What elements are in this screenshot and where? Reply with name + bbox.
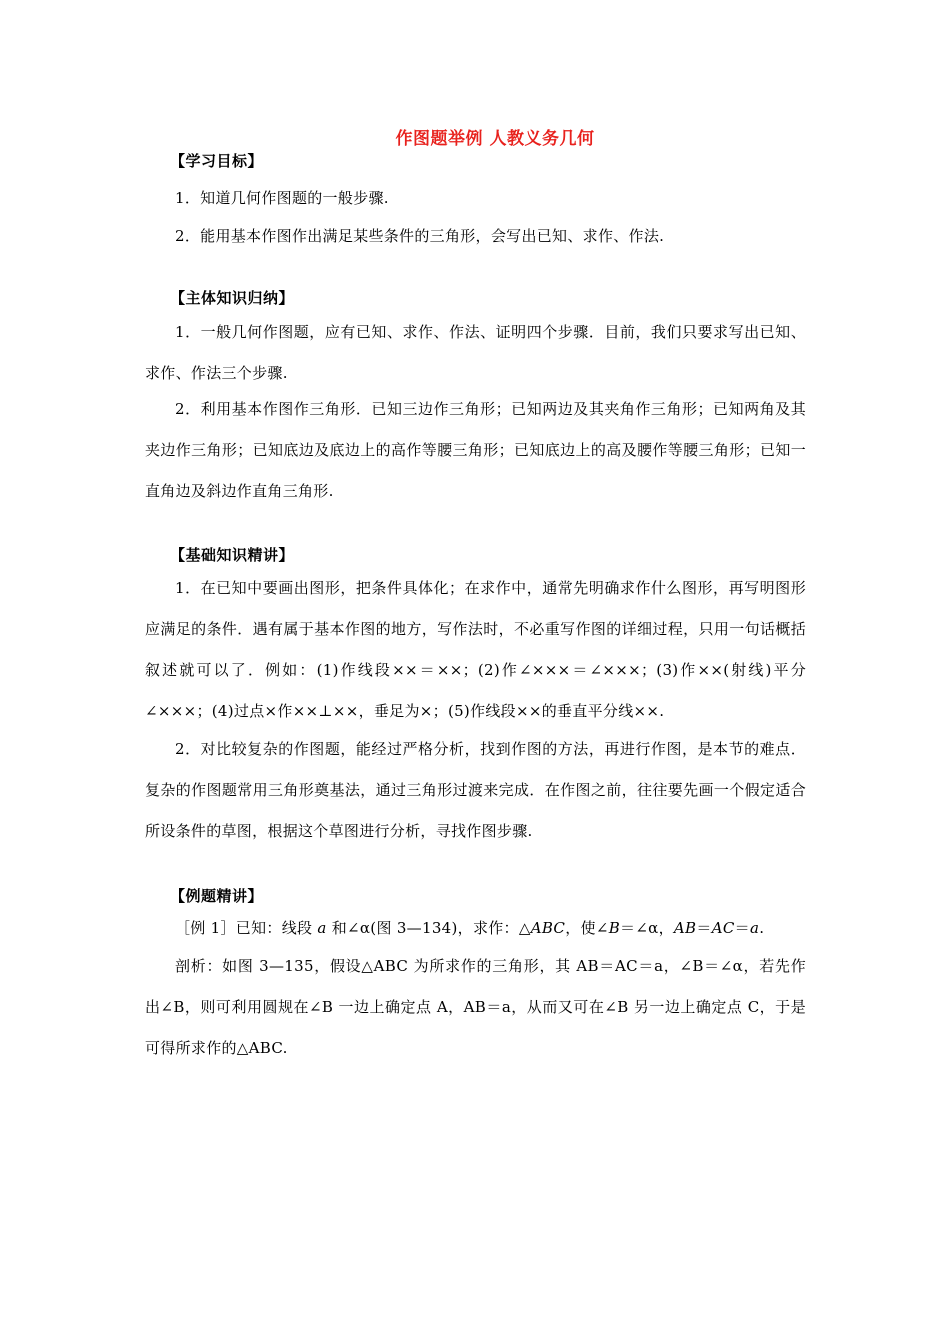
example-1-var-ab: AB xyxy=(673,919,697,937)
section-heading-main-knowledge: 【主体知识归纳】 xyxy=(170,289,295,307)
goals-paragraph-2: 2．能用基本作图作出满足某些条件的三角形，会写出已知、求作、作法. xyxy=(175,227,665,245)
example-1-var-b: B xyxy=(608,919,621,937)
example-1-text: ，使∠ xyxy=(565,919,609,937)
example-1-text: ＝∠α， xyxy=(620,919,674,937)
example-1-text: ＝ xyxy=(734,919,750,937)
example-1-var-abc: ABC xyxy=(530,919,566,937)
example-1-var-a: a xyxy=(317,919,327,937)
goals-paragraph-1: 1．知道几何作图题的一般步骤. xyxy=(175,189,389,207)
document-title: 作图题举例 人教义务几何 xyxy=(395,129,595,149)
section-heading-examples: 【例题精讲】 xyxy=(170,887,264,905)
section-heading-basic-knowledge: 【基础知识精讲】 xyxy=(170,546,295,564)
main-knowledge-paragraph-2: 2．利用基本作图作三角形．已知三边作三角形；已知两边及其夹角作三角形；已知两角及其夹边作三角形；已知底边及底边上的高作等腰三角形；已知底边上的高及腰作等腰三角形；已知一直角边及斜边作直角三角形. xyxy=(145,400,806,500)
example-1-var-a: a xyxy=(749,919,760,937)
basic-knowledge-paragraph-2: 2．对比较复杂的作图题，能经过严格分析，找到作图的方法，再进行作图，是本节的难点．复杂的作图题常用三角形奠基法，通过三角形过渡来完成．在作图之前，往往要先画一个假定适合所设条件的草图，根据这个草图进行分析，寻找作图步骤. xyxy=(145,740,806,840)
basic-knowledge-paragraph-1: 1．在已知中要画出图形，把条件具体化；在求作中，通常先明确求作什么图形，再写明图形应满足的条件．遇有属于基本作图的地方，写作法时，不必重写作图的详细过程，只用一句话概括叙述就可以了．例如：(1)作线段××＝××；(2)作∠×××＝∠×××；(3)作××(射线)平分∠×××；(4)过点×作××⊥××，垂足为×；(5)作线段××的垂直平分线××. xyxy=(145,579,806,720)
example-1-text: ［例 1］已知：线段 xyxy=(175,919,318,937)
main-knowledge-paragraph-1: 1．一般几何作图题，应有已知、求作、作法、证明四个步骤．目前，我们只要求写出已知、求作、作法三个步骤. xyxy=(145,323,806,382)
example-1-analysis: 剖析：如图 3—135，假设△ABC 为所求作的三角形，其 AB＝AC＝a，∠B＝∠α，若先作出∠B，则可利用圆规在∠B 一边上确定点 A，AB＝a，从而又可在∠B 另一边上确定点 C，于是可得所求作的△ABC. xyxy=(145,957,806,1057)
example-1-text: ＝ xyxy=(696,919,712,937)
section-heading-goals: 【学习目标】 xyxy=(170,152,264,170)
example-1-text: 和∠α(图 3—134)，求作：△ xyxy=(326,919,531,937)
example-1-statement xyxy=(145,908,806,949)
example-1-var-ac: AC xyxy=(711,919,735,937)
example-1-text: . xyxy=(759,919,765,937)
